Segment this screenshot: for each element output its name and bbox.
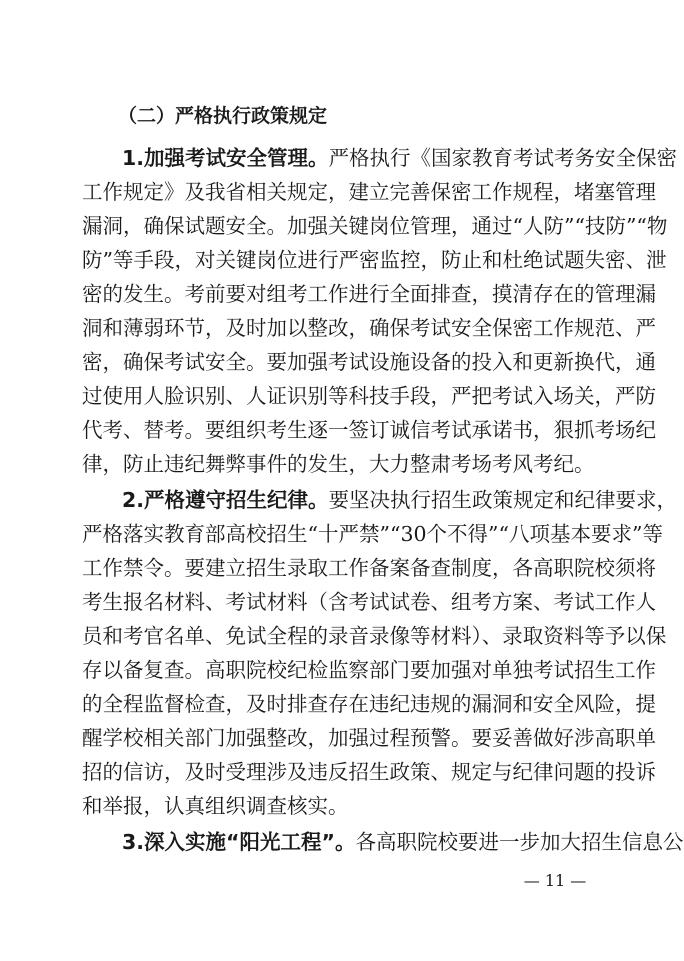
paragraph-2-lead: 2.严格遵守招生纪律。 [122,488,329,512]
paragraph-line: 过使用人脸识别、人证识别等科技手段，严把考试入场关，严防 [82,384,656,408]
paragraph-line: 密，确保考试安全。要加强考试设施设备的投入和更新换代，通 [82,350,656,374]
paragraph-line: 员和考官名单、免试全程的录音录像等材料）、录取资料等予以保 [82,624,667,648]
paragraph-1-text: 严格执行《国家教育考试考务安全保密 [328,146,678,170]
paragraph-line: 代考、替考。要组织考生逐一签订诚信考试承诺书，狠抓考场纪 [82,418,656,442]
section-heading: （二）严格执行政策规定 [118,105,328,127]
paragraph-line: 和举报，认真组织调查核实。 [82,794,349,818]
paragraph-line: 密的发生。考前要对组考工作进行全面排查，摸清存在的管理漏 [82,282,656,306]
paragraph-1-line-1 [122,146,678,170]
paragraph-line: 漏洞，确保试题安全。加强关键岗位管理，通过“人防”“技防”“物 [82,214,668,238]
paragraph-line: 工作禁令。要建立招生录取工作备案备查制度，各高职院校须将 [82,556,656,580]
paragraph-line: 防”等手段，对关键岗位进行严密监控，防止和杜绝试题失密、泄 [82,248,667,272]
paragraph-3-lead: 3.深入实施“阳光工程”。 [122,830,356,854]
paragraph-line: 洞和薄弱环节，及时加以整改，确保考试安全保密工作规范、严 [82,316,656,340]
paragraph-3-line-1 [122,830,684,854]
paragraph-3-text: 各高职院校要进一步加大招生信息公 [355,830,684,854]
page-number: — 11 — [523,871,587,890]
paragraph-2-line-1 [122,488,678,512]
paragraph-line: 工作规定》及我省相关规定，建立完善保密工作规程，堵塞管理 [82,180,656,204]
paragraph-line: 的全程监督检查，及时排查存在违纪违规的漏洞和安全风险，提 [82,692,656,716]
paragraph-line: 招的信访，及时受理涉及违反招生政策、规定与纪律问题的投诉 [82,760,656,784]
paragraph-line: 严格落实教育部高校招生“十严禁”“30个不得”“八项基本要求”等 [82,522,663,546]
paragraph-line: 考生报名材料、考试材料（含考试试卷、组考方案、考试工作人 [82,590,656,614]
paragraph-1-lead: 1.加强考试安全管理。 [122,146,329,170]
paragraph-line: 律，防止违纪舞弊事件的发生，大力整肃考场考风考纪。 [82,452,595,476]
paragraph-2-text: 要坚决执行招生政策规定和纪律要求， [328,488,678,512]
paragraph-line: 存以备复查。高职院校纪检监察部门要加强对单独考试招生工作 [82,658,656,682]
paragraph-line: 醒学校相关部门加强整改，加强过程预警。要妥善做好涉高职单 [82,726,656,750]
